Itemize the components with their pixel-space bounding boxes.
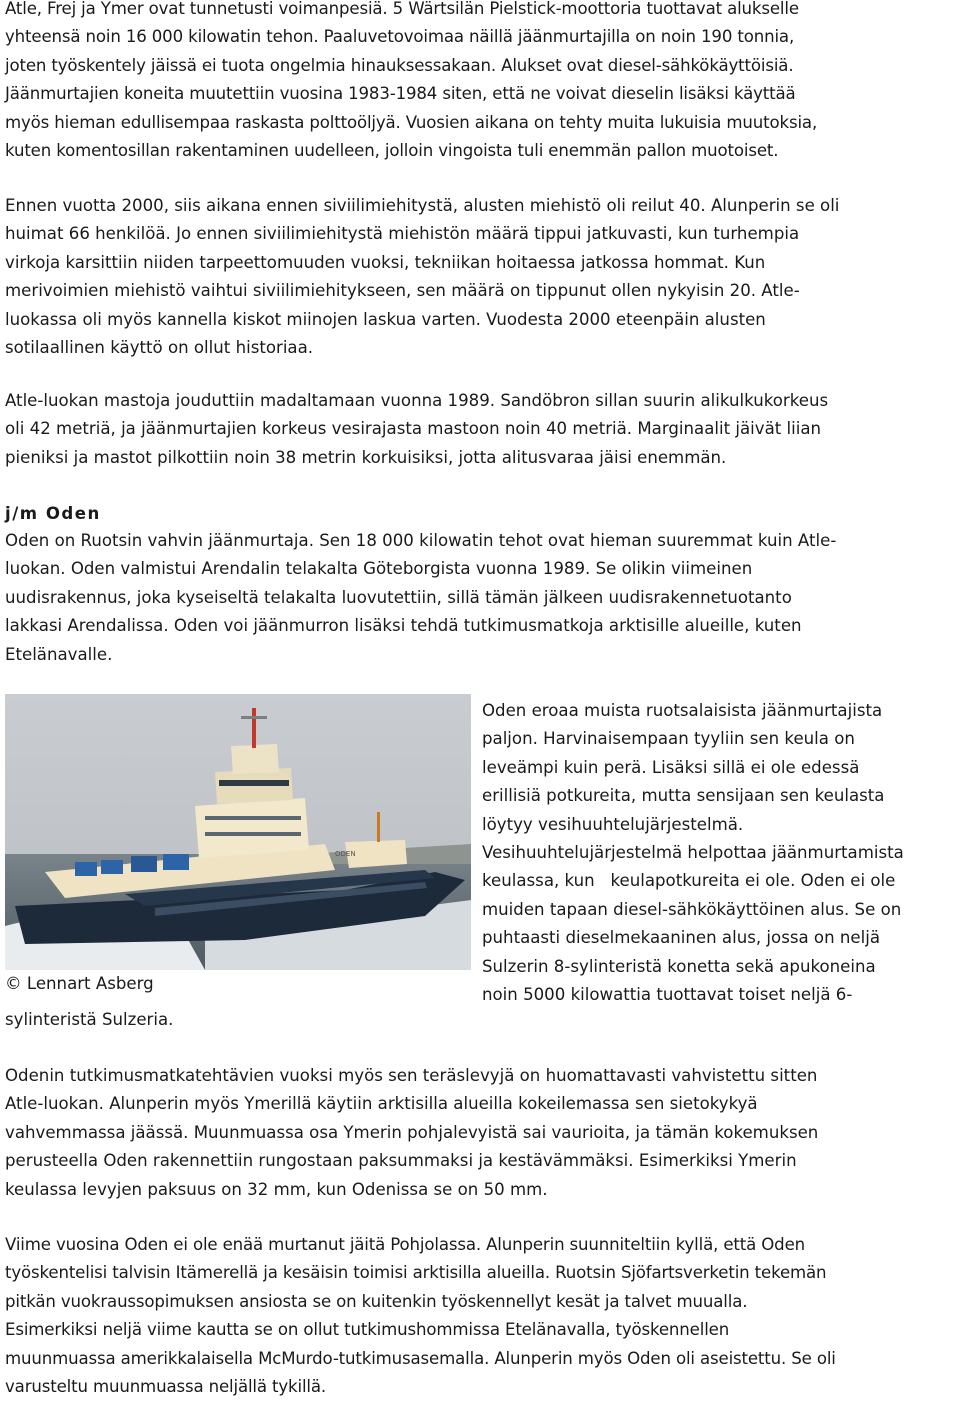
text-line: pitkän vuokraussopimuksen ansiosta se on kuitenkin työskennellyt kesät ja talvet muualla.: [5, 1291, 748, 1311]
text-line: Sulzerin 8-sylinteristä konetta sekä apukoneina: [482, 956, 876, 976]
text-line: Oden eroaa muista ruotsalaisista jäänmurtajista: [482, 701, 883, 720]
paragraph-continuation: sylinteristä Sulzeria.: [5, 1010, 174, 1029]
paragraph-atle-engines: [5, 0, 817, 165]
text-line: pieniksi ja mastot pilkottiin noin 38 metrin korkuisiksi, jotta alitusvaraa jäisi enemmän.: [5, 447, 727, 467]
text-line: varusteltu muunmuassa neljällä tykillä.: [5, 1377, 327, 1397]
text-line: merivoimien miehistö vaihtui siviilimiehitykseen, sen määrä on tippunut ollen nykyisin 20. Atle-: [5, 281, 800, 301]
text-line: sotilaallinen käyttö on ollut historiaa.: [5, 338, 314, 358]
text-line: vahvemmassa jäässä. Muunmuassa osa Ymerin pohjalevyistä sai vaurioita, ja tämän kokemuksen: [5, 1122, 819, 1142]
text-line: Odenin tutkimusmatkatehtävien vuoksi myös sen teräslevyjä on huomattavasti vahvistettu sitten: [5, 1066, 818, 1085]
icebreaker-oden-photo: [5, 694, 471, 970]
text-line: uudisrakennus, joka kyseiseltä telakalta luovutettiin, sillä tämän jälkeen uudisrakennetuotanto: [5, 587, 792, 607]
text-line: Etelänavalle.: [5, 644, 113, 664]
text-line: yhteensä noin 16 000 kilowatin tehon. Paaluvetovoimaa näillä jäänmurtajilla on noin 190 tonnia,: [5, 27, 795, 47]
paragraph-crew: [5, 192, 839, 362]
text-line: noin 5000 kilowattia tuottavat toiset neljä 6-: [482, 985, 853, 1005]
text-line: virkoja karsittiin niiden tarpeettomuuden vuoksi, tekniikan hoitaessa jatkossa hommat. Kun: [5, 252, 766, 272]
text-line: työskentelisi talvisin Itämerellä ja kesäisin toimisi arktisilla alueilla. Ruotsin Sjöfartsverketin tekemän: [5, 1263, 827, 1283]
text-line: oli 42 metriä, ja jäänmurtajien korkeus vesirajasta mastoon noin 40 metriä. Marginaalit jäivät liian: [5, 419, 822, 439]
text-line: huimat 66 henkilöä. Jo ennen siviilimiehitystä miehistön määrä tippui jatkuvasti, kun turhempia: [5, 224, 800, 244]
text-line: löytyy vesihuuhtelujärjestelmä.: [482, 814, 744, 834]
paragraph-hull-reinforcement: [5, 1062, 818, 1204]
text-line: Atle, Frej ja Ymer ovat tunnetusti voimanpesiä. 5 Wärtsilän Pielstick-moottoria tuottavat alukselle: [5, 0, 799, 18]
text-line: Ennen vuotta 2000, siis aikana ennen siviilimiehitystä, alusten miehistö oli reilut 40. Alunperin se oli: [5, 196, 840, 215]
text-line: leveämpi kuin perä. Lisäksi sillä ei ole edessä: [482, 757, 860, 777]
text-line: joten työskentely jäissä ei tuota ongelmia hinauksessakaan. Alukset ovat diesel-sähkökäyttöisiä.: [5, 55, 794, 75]
paragraph-recent-years: [5, 1231, 836, 1401]
photo-credit: © Lennart Asberg: [5, 974, 154, 993]
text-line: kuten komentosillan rakentaminen uudelleen, jolloin vingoista tuli enemmän pallon muotoiset.: [5, 141, 779, 161]
text-line: Atle-luokan. Alunperin myös Ymerillä käytiin arktisilla alueilla kokeilemassa sen sietokykyä: [5, 1094, 758, 1114]
text-line: Atle-luokan mastoja jouduttiin madaltamaan vuonna 1989. Sandöbron sillan suurin alikulkukorkeus: [5, 391, 829, 410]
text-line: muunmuassa amerikkalaisella McMurdo-tutkimusasemalla. Alunperin myös Oden oli aseistettu. Se oli: [5, 1348, 836, 1368]
text-line: paljon. Harvinaisempaan tyyliin sen keula on: [482, 729, 855, 749]
text-line: Oden on Ruotsin vahvin jäänmurtaja. Sen 18 000 kilowatin tehot ovat hieman suuremmat kuin Atle-: [5, 531, 837, 550]
paragraph-masts: [5, 387, 828, 472]
paragraph-oden-design: [482, 697, 960, 1009]
ship-name-label: ODEN: [335, 850, 356, 858]
text-line: Esimerkiksi neljä viime kautta se on ollut tutkimushommissa Etelänavalla, työskennellen: [5, 1320, 730, 1340]
text-line: Jäänmurtajien koneita muutettiin vuosina 1983-1984 siten, että ne voivat dieselin lisäksi käyttää: [5, 84, 796, 104]
text-line: keulassa levyjen paksuus on 32 mm, kun Odenissa se on 50 mm.: [5, 1179, 548, 1199]
text-line: luokassa oli myös kannella kiskot miinojen laskua varten. Vuodesta 2000 eteenpäin alusten: [5, 309, 766, 329]
text-line: puhtaasti dieselmekaaninen alus, jossa on neljä: [482, 928, 880, 948]
text-line: myös hieman edullisempaa raskasta polttoöljyä. Vuosien aikana on tehty muita lukuisia muutoksia,: [5, 112, 818, 132]
paragraph-oden-intro: [5, 527, 836, 669]
text-line: muiden tapaan diesel-sähkökäyttöinen alus. Se on: [482, 899, 902, 919]
section-heading-oden: j/m Oden: [5, 504, 101, 523]
text-line: perusteella Oden rakennettiin rungostaan paksummaksi ja kestävämmäksi. Esimerkiksi Ymerin: [5, 1151, 797, 1171]
text-line: erillisiä potkureita, mutta sensijaan sen keulasta: [482, 786, 885, 806]
text-line: Viime vuosina Oden ei ole enää murtanut jäitä Pohjolassa. Alunperin suunniteltiin kyllä, että Oden: [5, 1235, 805, 1254]
text-line: lakkasi Arendalissa. Oden voi jäänmurron lisäksi tehdä tutkimusmatkoja arktisille alueille, kuten: [5, 616, 802, 636]
text-line: Vesihuuhtelujärjestelmä helpottaa jäänmurtamista: [482, 843, 904, 863]
text-line: luokan. Oden valmistui Arendalin telakalta Göteborgista vuonna 1989. Se olikin viimeinen: [5, 559, 753, 579]
text-line: keulassa, kun keulapotkureita ei ole. Oden ei ole: [482, 871, 896, 891]
